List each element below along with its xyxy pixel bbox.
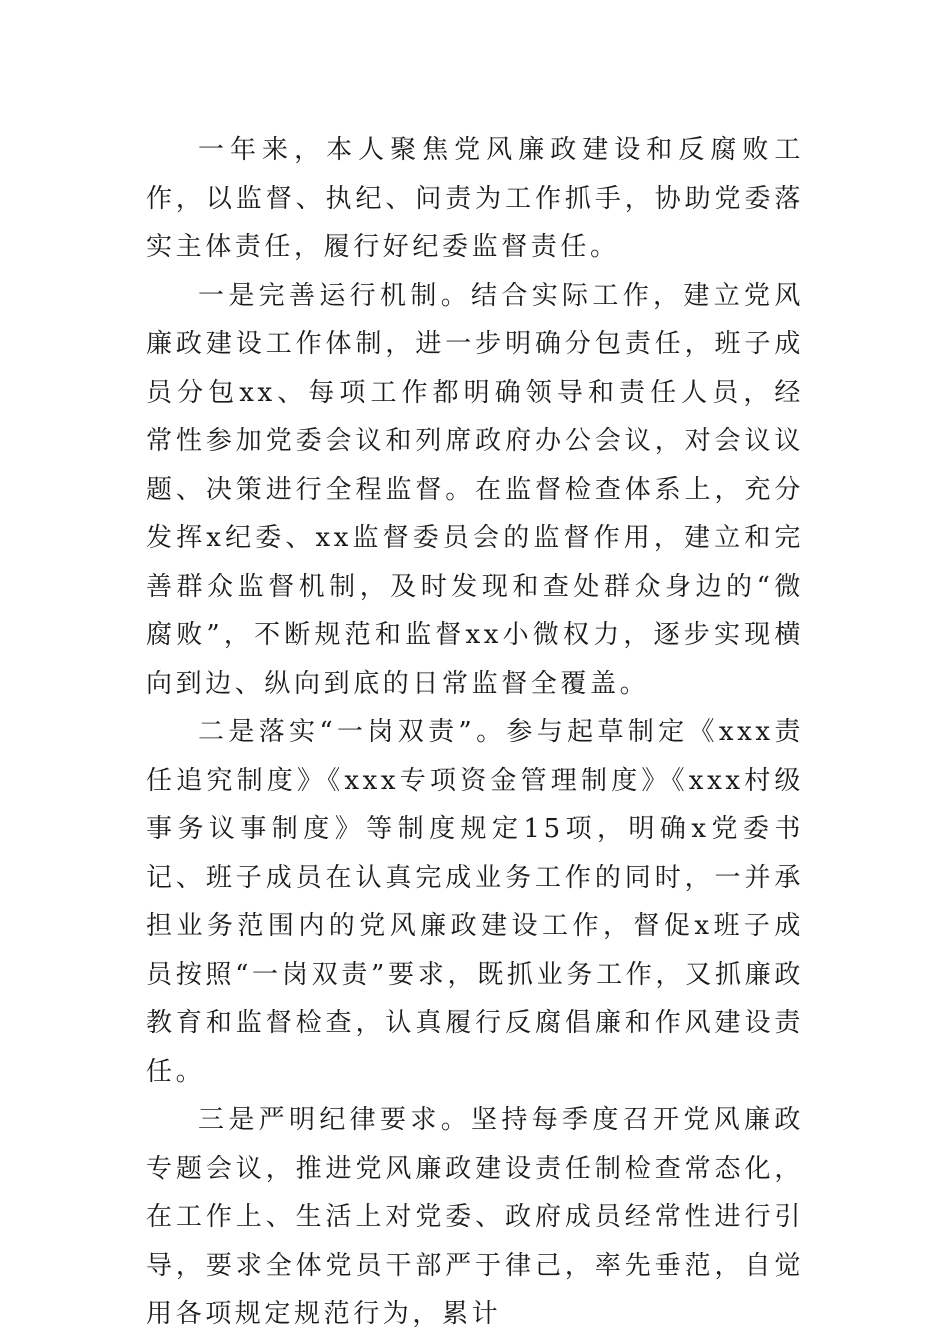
document-page (146, 126, 804, 1339)
paragraph-intro: 一年来，本人聚焦党风廉政建设和反腐败工作，以监督、执纪、问责为工作抓手，协助党委落实主体责任，履行好纪委监督责任。 (146, 135, 804, 262)
paragraph-dual-duty: 二是落实“一岗双责”。参与起草制定《xxx责任追究制度》《xxx专项资金管理制度》《xxx村级事务议事制度》等制度规定15项，明确x党委书记、班子成员在认真完成业务工作的同时，一并承担业务范围内的党风廉政建设工作，督促x班子成员按照“一岗双责”要求，既抓业务工作，又抓廉政教育和监督检查，认真履行反腐倡廉和作风建设责任。 (146, 717, 804, 1087)
paragraph-mechanism: 一是完善运行机制。结合实际工作，建立党风廉政建设工作体制，进一步明确分包责任，班子成员分包xx、每项工作都明确领导和责任人员，经常性参加党委会议和列席政府办公会议，对会议议题、决策进行全程监督。在监督检查体系上，充分发挥x纪委、xx监督委员会的监督作用，建立和完善群众监督机制，及时发现和查处群众身边的“微腐败”，不断规范和监督xx小微权力，逐步实现横向到边、纵向到底的日常监督全覆盖。 (146, 280, 804, 699)
paragraph-discipline: 三是严明纪律要求。坚持每季度召开党风廉政专题会议，推进党风廉政建设责任制检查常态化，在工作上、生活上对党委、政府成员经常性进行引导，要求全体党员干部严于律己，率先垂范，自觉用各项规定规范行为，累计 (146, 1105, 804, 1329)
